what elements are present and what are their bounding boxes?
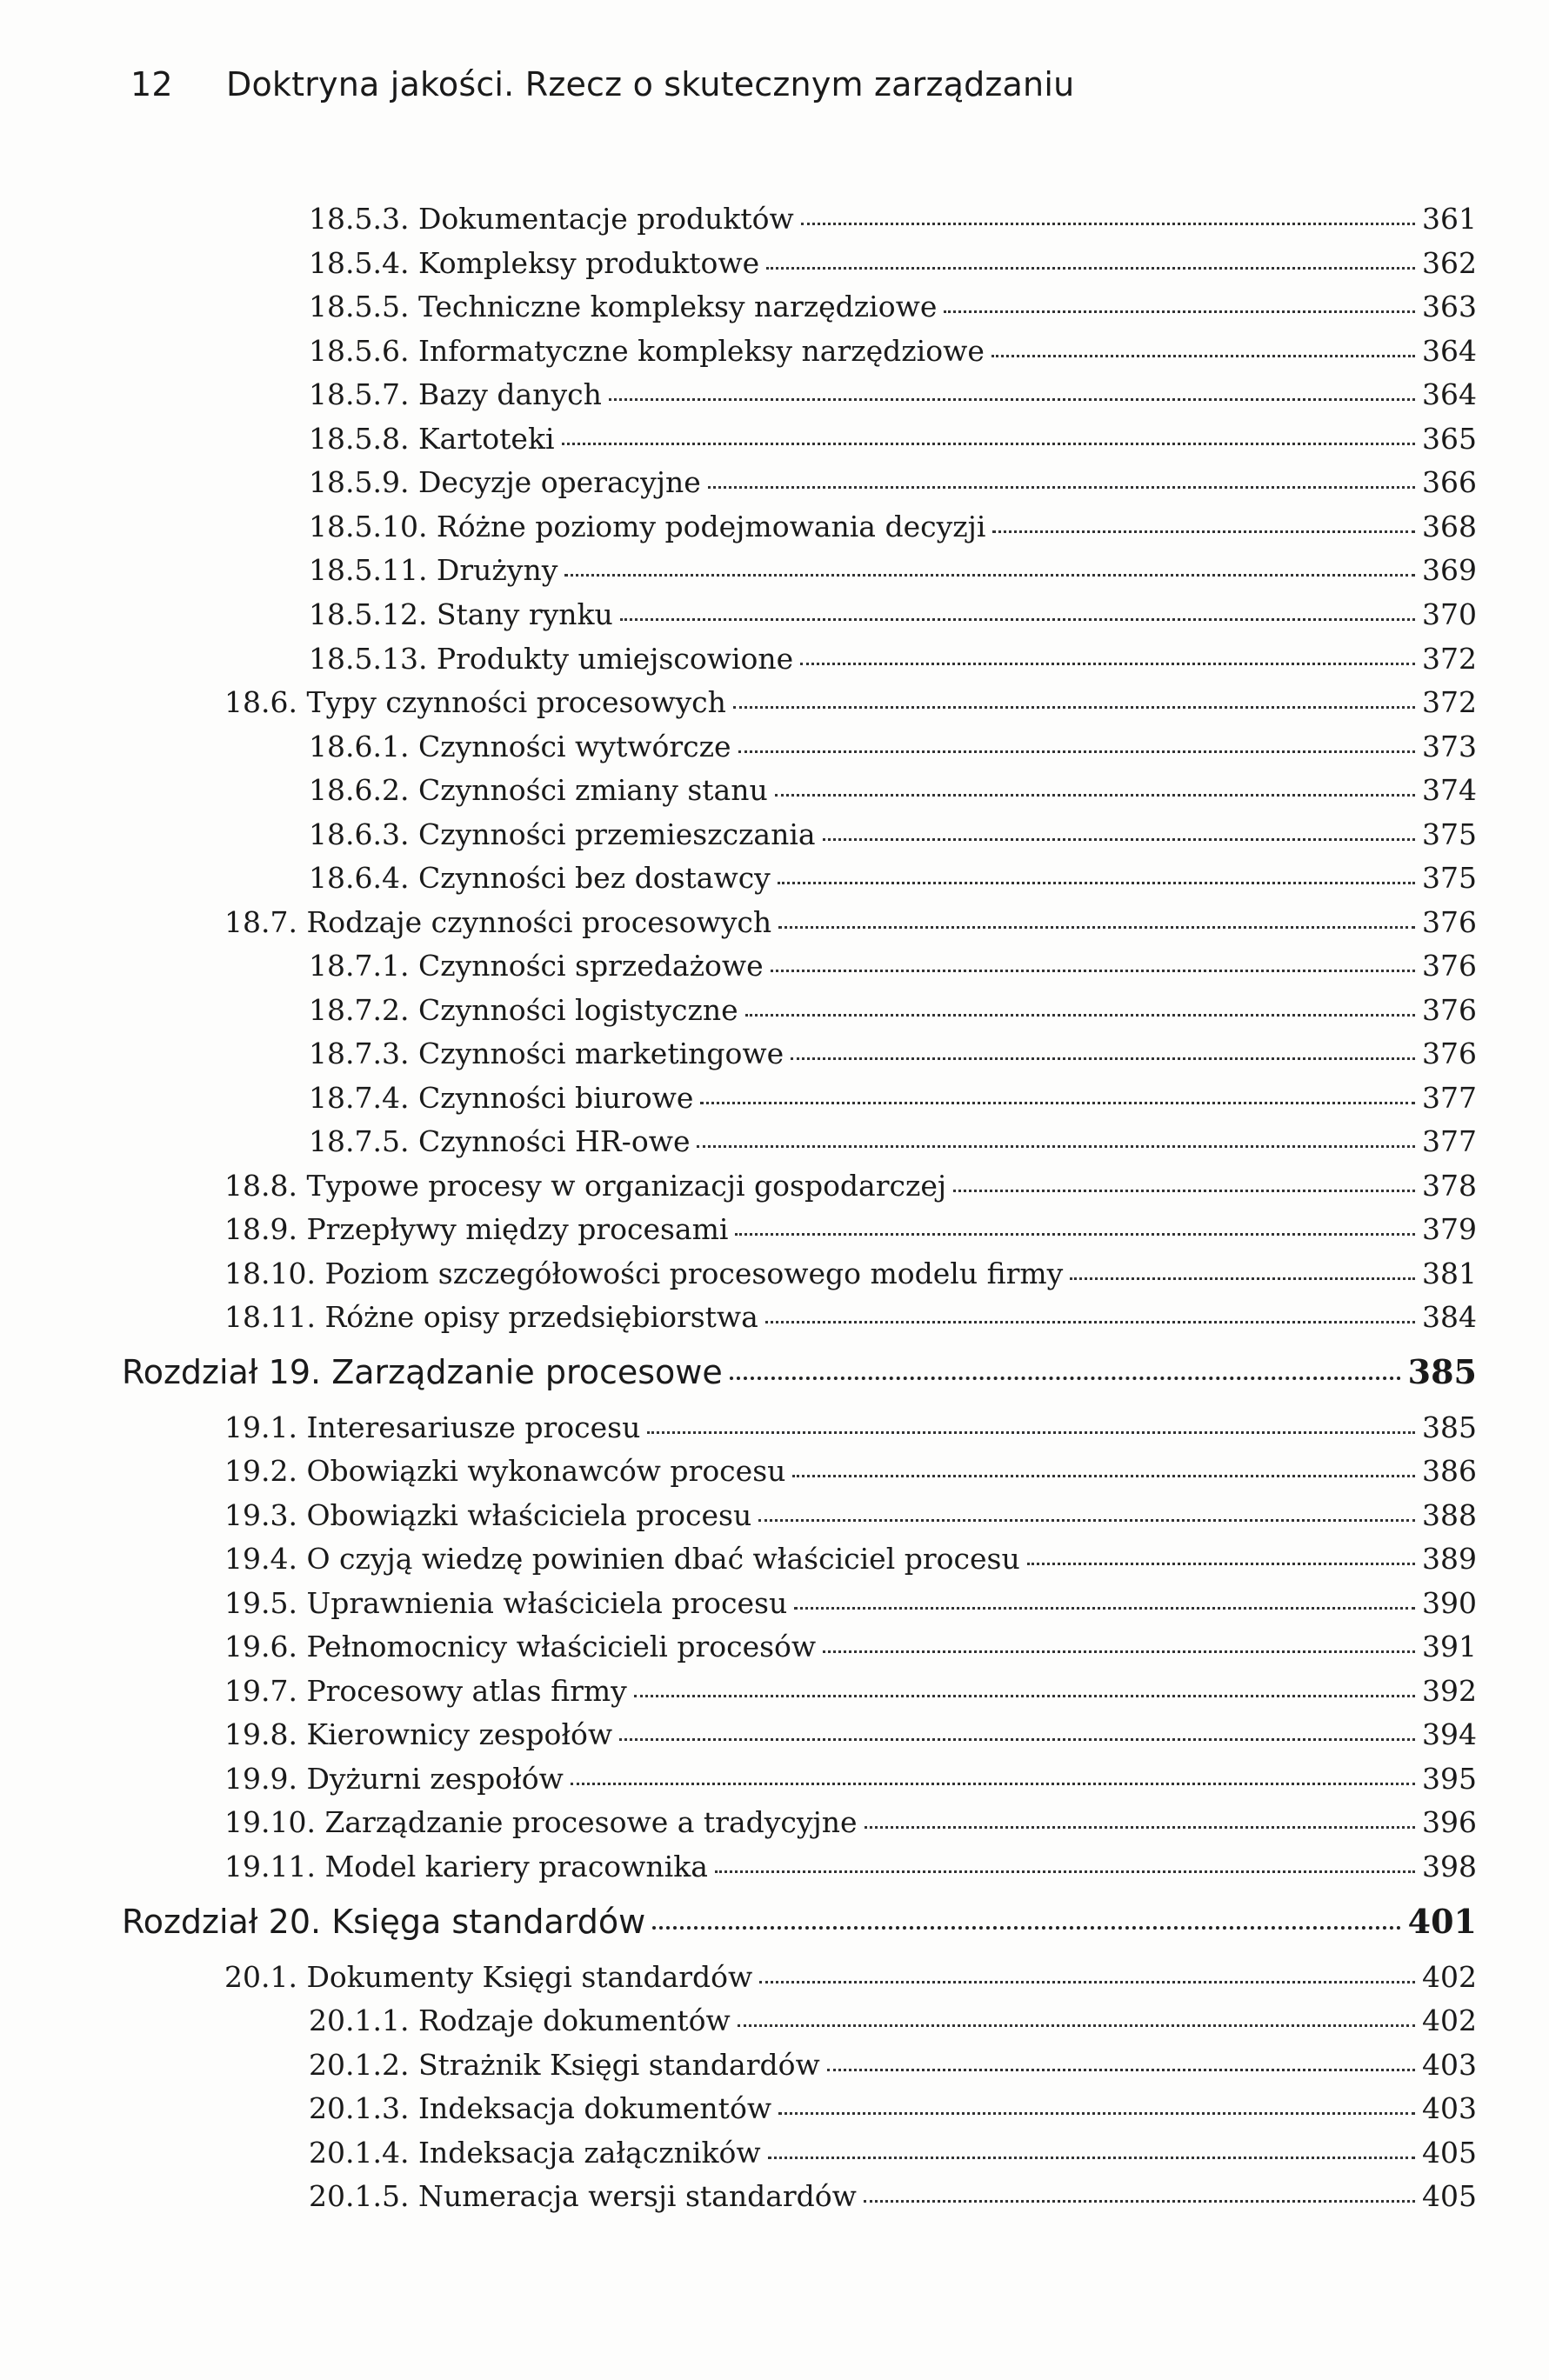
toc-entry-page-number: 384 xyxy=(1422,1300,1477,1334)
dot-leader xyxy=(800,663,1415,665)
toc-entry-page-number: 377 xyxy=(1422,1124,1477,1158)
toc-entry-title: 18.7.1. Czynności sprzedażowe xyxy=(309,949,764,983)
toc-entry-title: 20.1.3. Indeksacja dokumentów xyxy=(309,2091,772,2125)
toc-entry-page-number: 361 xyxy=(1422,202,1477,236)
dot-leader xyxy=(823,838,1415,841)
toc-entry xyxy=(309,1124,1477,1159)
dot-leader xyxy=(562,443,1415,445)
toc-entry xyxy=(309,773,1477,808)
toc-entry-title: 18.7. Rodzaje czynności procesowych xyxy=(224,905,772,939)
toc-entry xyxy=(224,1586,1477,1621)
toc-entry-title: 18.8. Typowe procesy w organizacji gospodarczej xyxy=(224,1169,947,1203)
toc-entry-title: 19.4. O czyją wiedzę powinien dbać właściciel procesu xyxy=(224,1542,1020,1576)
toc-entry-page-number: 402 xyxy=(1422,1960,1477,1994)
toc-entry-page-number: 389 xyxy=(1422,1542,1477,1576)
toc-entry-title: 18.7.2. Czynności logistyczne xyxy=(309,993,738,1027)
dot-leader xyxy=(778,926,1415,929)
toc-entry xyxy=(224,1257,1477,1291)
toc-entry-title: 20.1.2. Strażnik Księgi standardów xyxy=(309,2048,820,2082)
toc-entry-title: 19.5. Uprawnienia właściciela procesu xyxy=(224,1586,788,1620)
toc-entry-title: 18.5.6. Informatyczne kompleksy narzędziowe xyxy=(309,334,985,368)
toc-entry-page-number: 376 xyxy=(1422,1037,1477,1070)
toc-entry xyxy=(309,377,1477,412)
toc-entry xyxy=(309,422,1477,457)
dot-leader xyxy=(700,1102,1415,1104)
toc-entry-title: 20.1. Dokumenty Księgi standardów xyxy=(224,1960,753,1994)
dot-leader xyxy=(791,1057,1415,1060)
toc-entry-page-number: 381 xyxy=(1422,1257,1477,1290)
toc-entry xyxy=(309,2136,1477,2170)
dot-leader xyxy=(735,1233,1415,1236)
dot-leader xyxy=(634,1695,1415,1697)
toc-entry-page-number: 362 xyxy=(1422,246,1477,280)
toc-entry-title: 18.6.1. Czynności wytwórcze xyxy=(309,730,731,763)
dot-leader xyxy=(765,1321,1415,1323)
toc-chapter-entry xyxy=(122,1902,1477,1942)
toc-entry-page-number: 391 xyxy=(1422,1630,1477,1663)
dot-leader xyxy=(738,750,1416,753)
toc-entry-page-number: 365 xyxy=(1422,422,1477,456)
toc-entry-title: 20.1.4. Indeksacja załączników xyxy=(309,2136,761,2170)
toc-entry-title: 18.6.2. Czynności zmiany stanu xyxy=(309,773,768,807)
running-head xyxy=(130,65,1074,103)
toc-entry xyxy=(224,1169,1477,1203)
dot-leader xyxy=(1070,1277,1415,1280)
toc-entry-page-number: 403 xyxy=(1422,2048,1477,2082)
toc-entry-page-number: 396 xyxy=(1422,1805,1477,1839)
dot-leader xyxy=(708,486,1415,489)
book-title: Doktryna jakości. Rzecz o skutecznym zarządzaniu xyxy=(226,65,1075,103)
toc-entry-title: 19.6. Pełnomocnicy właścicieli procesów xyxy=(224,1630,817,1663)
dot-leader xyxy=(730,1377,1401,1380)
dot-leader xyxy=(778,2112,1415,2115)
dot-leader xyxy=(759,1981,1415,1983)
dot-leader xyxy=(992,530,1415,533)
toc-entry-title: 18.5.4. Kompleksy produktowe xyxy=(309,246,760,280)
toc-entry xyxy=(309,334,1477,369)
toc-entry xyxy=(224,1454,1477,1489)
toc-entry-page-number: 398 xyxy=(1422,1850,1477,1883)
toc-entry-page-number: 376 xyxy=(1422,993,1477,1027)
dot-leader xyxy=(564,574,1415,577)
dot-leader xyxy=(715,1870,1415,1873)
toc-entry xyxy=(224,1960,1477,1995)
toc-entry-title: 19.2. Obowiązki wykonawców procesu xyxy=(224,1454,786,1488)
dot-leader xyxy=(865,1826,1415,1829)
toc-entry-title: 18.6.4. Czynności bez dostawcy xyxy=(309,861,771,895)
toc-entry-title: 19.9. Dyżurni zespołów xyxy=(224,1762,564,1796)
toc-entry-page-number: 368 xyxy=(1422,510,1477,543)
toc-entry-page-number: 388 xyxy=(1422,1498,1477,1532)
toc-entry-page-number: 385 xyxy=(1422,1410,1477,1444)
toc-entry-title: 19.10. Zarządzanie procesowe a tradycyjne xyxy=(224,1805,858,1839)
toc-entry-title: 18.5.11. Drużyny xyxy=(309,553,558,587)
toc-entry-title: 18.7.4. Czynności biurowe xyxy=(309,1081,694,1115)
dot-leader xyxy=(738,2024,1415,2027)
toc-entry-page-number: 378 xyxy=(1422,1169,1477,1203)
toc-entry-page-number: 376 xyxy=(1422,905,1477,939)
toc-entry xyxy=(309,2003,1477,2038)
toc-entry xyxy=(224,1212,1477,1247)
toc-entry xyxy=(224,1674,1477,1709)
toc-entry-title: 18.9. Przepływy między procesami xyxy=(224,1212,729,1246)
toc-entry-page-number: 366 xyxy=(1422,465,1477,499)
toc-entry-page-number: 385 xyxy=(1407,1352,1477,1391)
dot-leader xyxy=(697,1145,1415,1148)
dot-leader xyxy=(758,1519,1415,1522)
toc-entry-page-number: 373 xyxy=(1422,730,1477,763)
dot-leader xyxy=(771,970,1415,972)
toc-entry xyxy=(224,1805,1477,1840)
toc-entry-page-number: 402 xyxy=(1422,2003,1477,2037)
toc-entry xyxy=(309,202,1477,237)
toc-entry xyxy=(309,642,1477,677)
toc-entry xyxy=(309,949,1477,983)
toc-entry xyxy=(224,1498,1477,1533)
toc-entry xyxy=(309,553,1477,588)
toc-entry xyxy=(309,597,1477,632)
toc-entry-title: 18.5.5. Techniczne kompleksy narzędziowe xyxy=(309,290,938,323)
toc-entry xyxy=(309,246,1477,281)
toc-entry-page-number: 363 xyxy=(1422,290,1477,323)
toc-entry-title: 20.1.1. Rodzaje dokumentów xyxy=(309,2003,731,2037)
dot-leader xyxy=(766,267,1415,270)
dot-leader xyxy=(827,2069,1415,2071)
toc-entry-page-number: 369 xyxy=(1422,553,1477,587)
dot-leader xyxy=(652,1926,1400,1930)
toc-entry-title: 18.7.5. Czynności HR-owe xyxy=(309,1124,691,1158)
toc-entry-title: 19.8. Kierownicy zespołów xyxy=(224,1717,613,1751)
toc-entry-page-number: 375 xyxy=(1422,861,1477,895)
dot-leader xyxy=(794,1607,1415,1610)
toc-entry-title: 18.5.13. Produkty umiejscowione xyxy=(309,642,794,676)
dot-leader xyxy=(768,2157,1415,2159)
toc-entry-title: 19.3. Obowiązki właściciela procesu xyxy=(224,1498,752,1532)
toc-entry xyxy=(224,1762,1477,1797)
dot-leader xyxy=(991,355,1415,357)
dot-leader xyxy=(620,618,1415,621)
toc-entry-page-number: 376 xyxy=(1422,949,1477,983)
toc-entry-page-number: 403 xyxy=(1422,2091,1477,2125)
toc-entry-page-number: 372 xyxy=(1422,685,1477,719)
toc-entry-page-number: 372 xyxy=(1422,642,1477,676)
toc-entry-title: 18.5.10. Różne poziomy podejmowania decyzji xyxy=(309,510,986,543)
dot-leader xyxy=(953,1190,1415,1192)
page-number: 12 xyxy=(130,65,173,103)
toc-entry-page-number: 405 xyxy=(1422,2179,1477,2213)
dot-leader xyxy=(778,882,1415,884)
toc-entry-title: 18.11. Różne opisy przedsiębiorstwa xyxy=(224,1300,758,1334)
toc-entry-title: 18.5.7. Bazy danych xyxy=(309,377,602,411)
toc-entry-page-number: 390 xyxy=(1422,1586,1477,1620)
toc-entry-page-number: 405 xyxy=(1422,2136,1477,2170)
dot-leader xyxy=(1027,1563,1415,1565)
toc-entry-title: 19.11. Model kariery pracownika xyxy=(224,1850,708,1883)
toc-entry-title: 18.7.3. Czynności marketingowe xyxy=(309,1037,785,1070)
toc-entry-title: Rozdział 19. Zarządzanie procesowe xyxy=(122,1353,723,1391)
toc-entry-page-number: 370 xyxy=(1422,597,1477,631)
dot-leader xyxy=(864,2200,1415,2203)
toc-entry xyxy=(224,1542,1477,1577)
toc-entry-page-number: 394 xyxy=(1422,1717,1477,1751)
toc-entry xyxy=(309,1037,1477,1071)
dot-leader xyxy=(745,1014,1415,1017)
toc-entry xyxy=(224,905,1477,940)
toc-entry-title: 18.5.12. Stany rynku xyxy=(309,597,613,631)
toc-entry-page-number: 392 xyxy=(1422,1674,1477,1708)
toc-entry xyxy=(309,817,1477,852)
toc-entry xyxy=(309,465,1477,500)
toc-entry-title: 18.6. Typy czynności procesowych xyxy=(224,685,726,719)
toc-entry xyxy=(309,2048,1477,2083)
toc-entry xyxy=(309,730,1477,764)
toc-entry-title: 19.1. Interesariusze procesu xyxy=(224,1410,641,1444)
toc-entry xyxy=(309,993,1477,1028)
toc-entry xyxy=(224,1717,1477,1752)
toc-entry xyxy=(309,1081,1477,1116)
toc-entry xyxy=(309,861,1477,896)
dot-leader xyxy=(619,1738,1415,1741)
dot-leader xyxy=(647,1431,1415,1434)
toc-entry-page-number: 395 xyxy=(1422,1762,1477,1796)
dot-leader xyxy=(609,398,1415,401)
toc-entry xyxy=(309,510,1477,544)
toc-entry-title: 19.7. Procesowy atlas firmy xyxy=(224,1674,627,1708)
toc-entry xyxy=(224,685,1477,720)
toc-entry-page-number: 364 xyxy=(1422,334,1477,368)
toc-entry-title: 18.6.3. Czynności przemieszczania xyxy=(309,817,816,851)
toc-entry xyxy=(224,1630,1477,1664)
dot-leader xyxy=(792,1475,1415,1477)
toc-entry-page-number: 386 xyxy=(1422,1454,1477,1488)
toc-entry-page-number: 375 xyxy=(1422,817,1477,851)
toc-entry-title: 18.10. Poziom szczegółowości procesowego modelu firmy xyxy=(224,1257,1064,1290)
toc-entry-title: 20.1.5. Numeracja wersji standardów xyxy=(309,2179,857,2213)
dot-leader xyxy=(823,1650,1415,1653)
toc-entry xyxy=(309,2179,1477,2214)
toc-entry-page-number: 364 xyxy=(1422,377,1477,411)
dot-leader xyxy=(733,706,1415,709)
toc-entry-page-number: 377 xyxy=(1422,1081,1477,1115)
toc-chapter-entry xyxy=(122,1352,1477,1392)
toc-entry-title: Rozdział 20. Księga standardów xyxy=(122,1903,646,1941)
toc-entry-page-number: 401 xyxy=(1407,1902,1477,1941)
toc-entry-title: 18.5.8. Kartoteki xyxy=(309,422,555,456)
dot-leader xyxy=(801,223,1415,225)
toc-entry-title: 18.5.9. Decyzje operacyjne xyxy=(309,465,701,499)
toc-entry-page-number: 374 xyxy=(1422,773,1477,807)
dot-leader xyxy=(775,794,1415,797)
toc-entry xyxy=(309,290,1477,324)
dot-leader xyxy=(944,310,1415,313)
toc-entry xyxy=(224,1300,1477,1335)
toc-entry-page-number: 379 xyxy=(1422,1212,1477,1246)
toc-entry xyxy=(309,2091,1477,2126)
dot-leader xyxy=(571,1783,1415,1785)
toc-entry xyxy=(224,1850,1477,1884)
toc-entry-title: 18.5.3. Dokumentacje produktów xyxy=(309,202,794,236)
toc-entry xyxy=(224,1410,1477,1445)
